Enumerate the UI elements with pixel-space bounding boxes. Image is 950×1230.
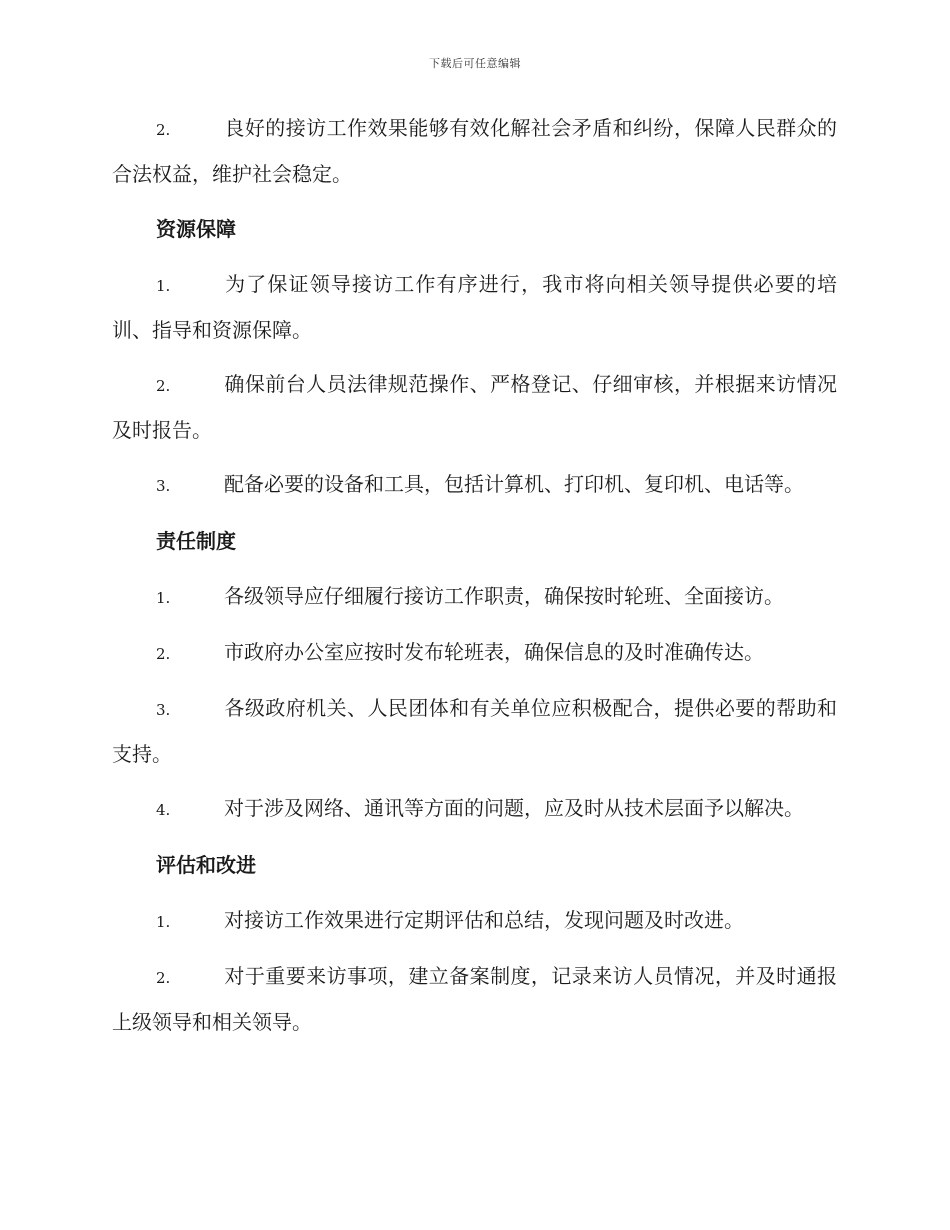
list-item-number: 2. (156, 645, 171, 663)
list-item-text: 对于涉及网络、通讯等方面的问题，应及时从技术层面予以解决。 (224, 796, 804, 820)
list-item-number: 3. (156, 477, 171, 495)
list-item-text: 对于重要来访事项，建立备案制度，记录来访人员情况，并及时通报上级领导和相关领导。 (112, 964, 837, 1034)
list-item-text: 配备必要的设备和工具，包括计算机、打印机、复印机、电话等。 (224, 472, 804, 496)
list-item-number: 4. (156, 801, 171, 819)
list-item-number: 2. (156, 377, 171, 395)
list-item-text: 各级领导应仔细履行接访工作职责，确保按时轮班、全面接访。 (224, 584, 784, 608)
list-item-number: 2. (156, 969, 171, 987)
section-heading-evaluation: 评估和改进 (156, 853, 256, 877)
list-item-number: 1. (156, 277, 171, 295)
list-item (112, 898, 837, 944)
list-item-text: 对接访工作效果进行定期评估和总结，发现问题及时改进。 (224, 908, 744, 932)
list-item-text: 市政府办公室应按时发布轮班表，确保信息的及时准确传达。 (224, 640, 764, 664)
list-item-number: 1. (156, 589, 171, 607)
list-item-number: 1. (156, 913, 171, 931)
list-item-text: 良好的接访工作效果能够有效化解社会矛盾和纠纷，保障人民群众的合法权益，维护社会稳定。 (112, 116, 837, 186)
section-heading-resources: 资源保障 (156, 217, 236, 241)
list-item (112, 954, 837, 1044)
list-item (112, 362, 837, 452)
list-item-number: 3. (156, 701, 171, 719)
document-body (112, 106, 837, 1054)
list-item (112, 574, 837, 620)
page-header-note: 下载后可任意编辑 (429, 57, 521, 70)
list-item (112, 630, 837, 676)
list-item (112, 462, 837, 508)
list-item-text: 确保前台人员法律规范操作、严格登记、仔细审核，并根据来访情况及时报告。 (112, 372, 837, 442)
list-item (112, 262, 837, 352)
list-item (112, 686, 837, 776)
section-heading-responsibility: 责任制度 (156, 529, 236, 553)
list-item-text: 各级政府机关、人民团体和有关单位应积极配合，提供必要的帮助和支持。 (112, 696, 837, 766)
list-item-number: 2. (156, 121, 171, 139)
list-item-text: 为了保证领导接访工作有序进行，我市将向相关领导提供必要的培训、指导和资源保障。 (112, 272, 837, 342)
list-item (112, 106, 837, 196)
list-item (112, 786, 837, 832)
